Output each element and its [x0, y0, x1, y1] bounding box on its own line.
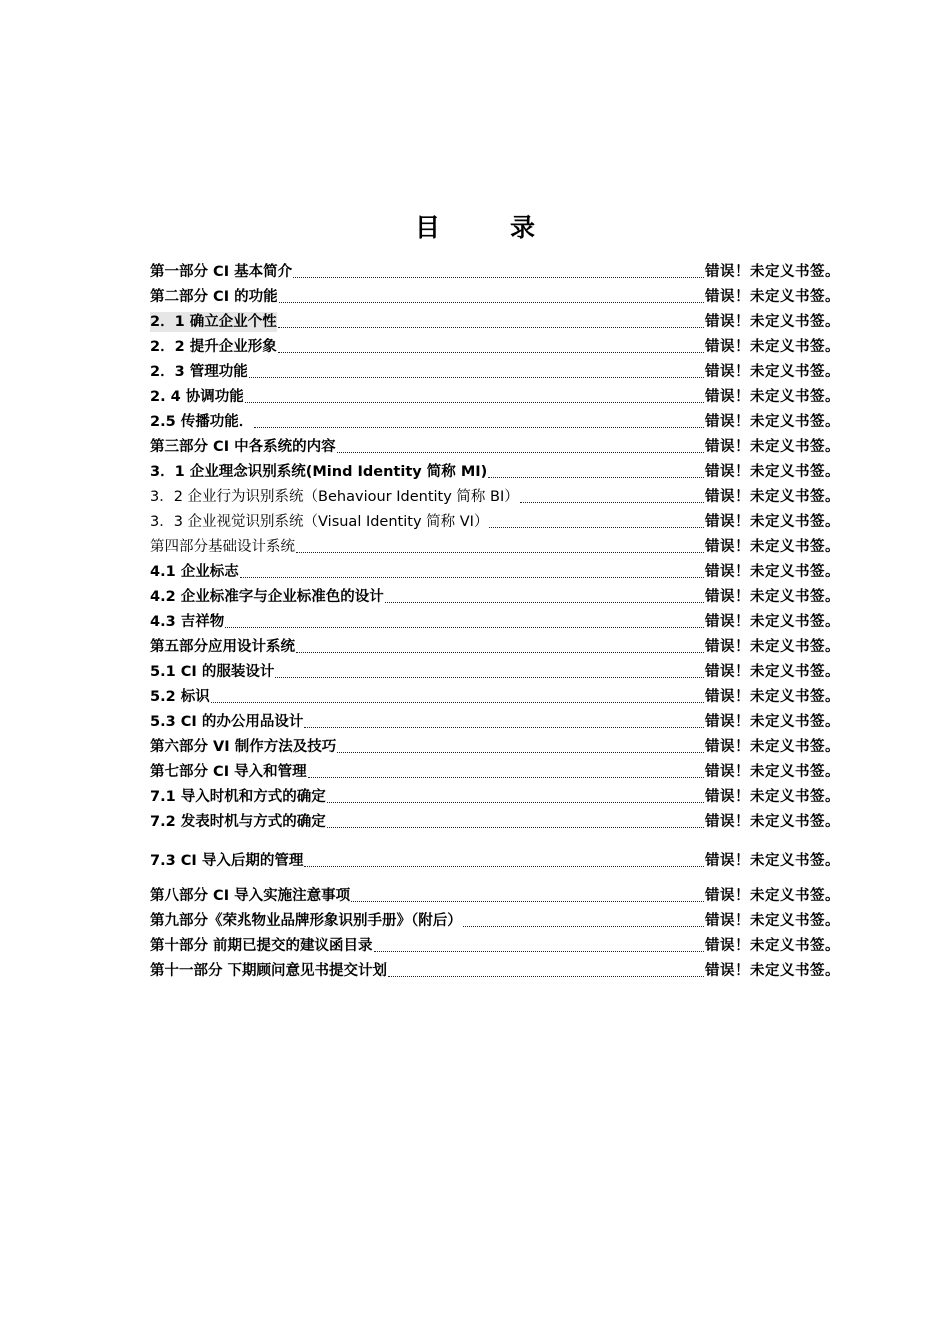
toc-entry-page: 错误！未定义书签。: [705, 888, 840, 904]
toc-entry-page: 错误！未定义书签。: [705, 464, 840, 480]
toc-entry[interactable]: [150, 532, 840, 557]
toc-entry-page: 错误！未定义书签。: [705, 539, 840, 555]
toc-dot-leader: [253, 412, 705, 432]
toc-dot-leader: [239, 562, 705, 582]
toc-entry[interactable]: [150, 482, 840, 507]
toc-entry[interactable]: [150, 931, 840, 956]
toc-entry-page: 错误！未定义书签。: [705, 414, 840, 430]
toc-dot-leader: [295, 537, 705, 557]
toc-entry-page: 错误！未定义书签。: [705, 439, 840, 455]
toc-entry-label: 5.3 CI 的办公用品设计: [150, 714, 304, 730]
toc-entry-page: 错误！未定义书签。: [705, 913, 840, 929]
toc-dot-leader: [277, 312, 705, 332]
toc-dot-leader: [462, 911, 705, 931]
toc-dot-leader: [303, 851, 705, 871]
toc-entry-label: 7.1 导入时机和方式的确定: [150, 789, 326, 805]
toc-entry[interactable]: [150, 432, 840, 457]
toc-entry-label: 第九部分《荣兆物业品牌形象识别手册》（附后）: [150, 913, 462, 929]
toc-entry-page: 错误！未定义书签。: [705, 514, 840, 530]
toc-dot-leader: [292, 262, 705, 282]
toc-dot-leader: [303, 712, 705, 732]
toc-dot-leader: [350, 886, 705, 906]
toc-dot-leader: [248, 362, 705, 382]
toc-entry[interactable]: [150, 807, 840, 832]
toc-entry-label: 第八部分 CI 导入实施注意事项: [150, 888, 351, 904]
toc-entry[interactable]: [150, 846, 840, 871]
toc-entry-page: 错误！未定义书签。: [705, 289, 840, 305]
toc-entry[interactable]: [150, 757, 840, 782]
toc-dot-leader: [307, 762, 705, 782]
toc-entry-label: 2．1 确立企业个性: [150, 314, 277, 330]
toc-entry-label: 第十一部分 下期顾问意见书提交计划: [150, 963, 388, 979]
toc-entry[interactable]: [150, 782, 840, 807]
toc-entry-page: 错误！未定义书签。: [705, 614, 840, 630]
toc-entry-label: 第一部分 CI 基本简介: [150, 264, 293, 280]
toc-entry-label: 3．2 企业行为识别系统（Behaviour Identity 简称 BI）: [150, 489, 519, 505]
toc-entry[interactable]: [150, 632, 840, 657]
toc-entry-page: 错误！未定义书签。: [705, 814, 840, 830]
toc-entry[interactable]: [150, 357, 840, 382]
toc-dot-leader: [488, 512, 705, 532]
toc-entry-label: 2.5 传播功能．: [150, 414, 254, 430]
toc-entry-page: 错误！未定义书签。: [705, 314, 840, 330]
toc-dot-leader: [487, 462, 705, 482]
toc-entry[interactable]: [150, 307, 840, 332]
table-of-contents: [150, 257, 840, 981]
toc-entry-page: 错误！未定义书签。: [705, 589, 840, 605]
toc-entry-page: 错误！未定义书签。: [705, 789, 840, 805]
toc-entry-page: 错误！未定义书签。: [705, 339, 840, 355]
toc-entry-label: 2. 4 协调功能: [150, 389, 244, 405]
toc-entry-label: 3．1 企业理念识别系统(Mind Identity 简称 MI): [150, 464, 488, 480]
toc-dot-leader: [326, 812, 705, 832]
toc-dot-leader: [278, 287, 705, 307]
toc-entry[interactable]: [150, 282, 840, 307]
toc-entry-label: 第五部分应用设计系统: [150, 639, 295, 655]
toc-entry-label: 第七部分 CI 导入和管理: [150, 764, 307, 780]
toc-entry[interactable]: [150, 332, 840, 357]
toc-dot-leader: [224, 612, 705, 632]
toc-entry[interactable]: [150, 682, 840, 707]
toc-entry-label: 5.1 CI 的服装设计: [150, 664, 275, 680]
toc-entry-page: 错误！未定义书签。: [705, 764, 840, 780]
toc-dot-leader: [277, 337, 705, 357]
toc-title: 目录: [414, 213, 605, 242]
toc-entry[interactable]: [150, 382, 840, 407]
toc-entry-label: 4.1 企业标志: [150, 564, 239, 580]
toc-entry-page: 错误！未定义书签。: [705, 364, 840, 380]
toc-entry-page: 错误！未定义书签。: [705, 739, 840, 755]
toc-entry-page: 错误！未定义书签。: [705, 938, 840, 954]
toc-entry-page: 错误！未定义书签。: [705, 714, 840, 730]
toc-entry[interactable]: [150, 607, 840, 632]
toc-entry-label: 第六部分 VI 制作方法及技巧: [150, 739, 337, 755]
toc-entry-page: 错误！未定义书签。: [705, 689, 840, 705]
toc-entry[interactable]: [150, 956, 840, 981]
toc-entry[interactable]: [150, 906, 840, 931]
toc-entry-page: 错误！未定义书签。: [705, 389, 840, 405]
toc-dot-leader: [336, 737, 705, 757]
toc-entry-label: 第三部分 CI 中各系统的内容: [150, 439, 336, 455]
toc-entry-label: 3．3 企业视觉识别系统（Visual Identity 简称 VI）: [150, 514, 489, 530]
toc-entry-page: 错误！未定义书签。: [705, 963, 840, 979]
toc-entry-page: 错误！未定义书签。: [705, 639, 840, 655]
toc-entry[interactable]: [150, 557, 840, 582]
toc-entry[interactable]: [150, 507, 840, 532]
toc-entry[interactable]: [150, 457, 840, 482]
toc-dot-leader: [387, 961, 705, 981]
toc-dot-leader: [210, 687, 705, 707]
toc-dot-leader: [519, 487, 705, 507]
toc-entry-label: 2．2 提升企业形象: [150, 339, 277, 355]
toc-dot-leader: [295, 637, 705, 657]
toc-entry-label: 7.2 发表时机与方式的确定: [150, 814, 326, 830]
toc-entry[interactable]: [150, 582, 840, 607]
toc-entry-page: 错误！未定义书签。: [705, 564, 840, 580]
toc-entry-label: 2．3 管理功能: [150, 364, 248, 380]
toc-entry[interactable]: [150, 657, 840, 682]
toc-entry-label: 5.2 标识: [150, 689, 210, 705]
toc-entry-label: 第二部分 CI 的功能: [150, 289, 278, 305]
toc-entry[interactable]: [150, 257, 840, 282]
toc-entry-label: 7.3 CI 导入后期的管理: [150, 853, 304, 869]
toc-dot-leader: [384, 587, 705, 607]
toc-entry-label: 4.3 吉祥物: [150, 614, 225, 630]
toc-entry-page: 错误！未定义书签。: [705, 853, 840, 869]
toc-dot-leader: [274, 662, 705, 682]
toc-dot-leader: [373, 936, 705, 956]
toc-dot-leader: [336, 437, 705, 457]
toc-entry-label: 4.2 企业标准字与企业标准色的设计: [150, 589, 384, 605]
toc-entry-label: 第十部分 前期已提交的建议函目录: [150, 938, 373, 954]
toc-entry[interactable]: [150, 881, 840, 906]
toc-entry-page: 错误！未定义书签。: [705, 264, 840, 280]
toc-entry-page: 错误！未定义书签。: [705, 664, 840, 680]
toc-entry[interactable]: [150, 707, 840, 732]
toc-dot-leader: [244, 387, 705, 407]
toc-entry[interactable]: [150, 407, 840, 432]
toc-entry-label: 第四部分基础设计系统: [150, 539, 295, 555]
toc-entry[interactable]: [150, 732, 840, 757]
toc-entry-page: 错误！未定义书签。: [705, 489, 840, 505]
toc-dot-leader: [326, 787, 705, 807]
